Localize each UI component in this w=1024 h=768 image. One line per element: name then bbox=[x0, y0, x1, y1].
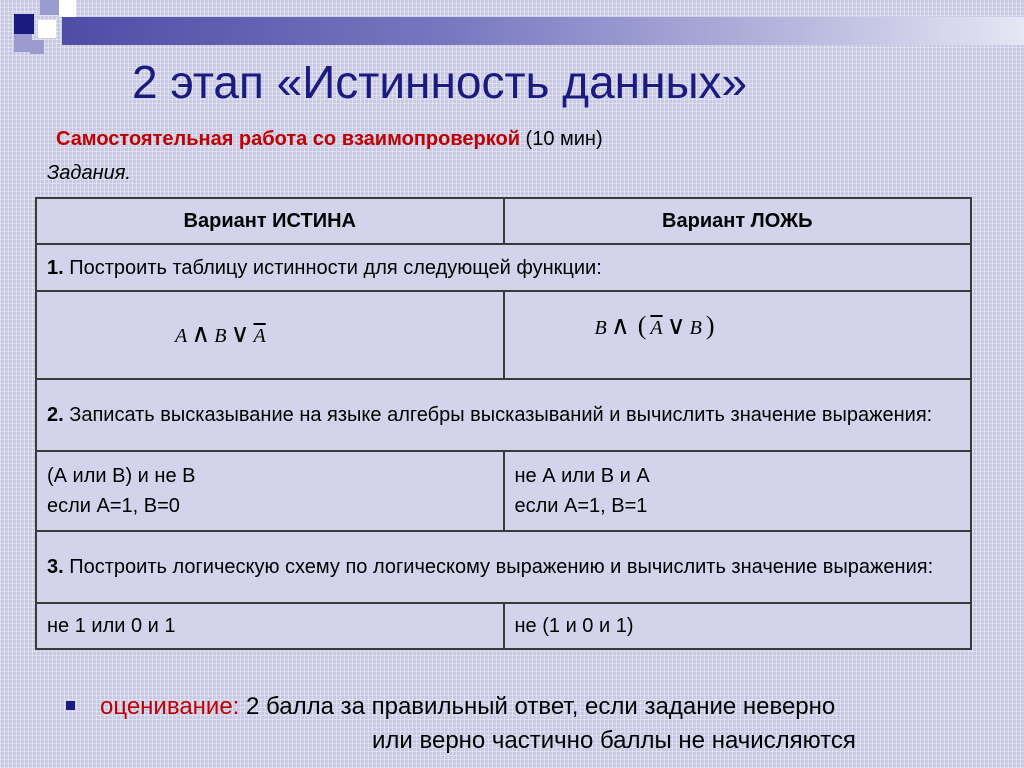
formula-and-op: ∧ bbox=[191, 319, 211, 348]
formula-row bbox=[36, 291, 971, 379]
task-1-row bbox=[36, 244, 971, 291]
formula-var-b: B bbox=[214, 325, 227, 347]
task-3-text bbox=[36, 531, 971, 603]
task-1-number: 1. bbox=[47, 256, 64, 279]
slide-title: 2 этап «Истинность данных» bbox=[132, 56, 748, 108]
task-2-item-false bbox=[504, 451, 972, 531]
task-3-item-false: не (1 и 0 и 1) bbox=[504, 603, 972, 649]
task-1-text bbox=[36, 244, 971, 291]
corner-square-lavender bbox=[40, 0, 59, 15]
subtitle-highlight: Самостоятельная работа со взаимопроверкой bbox=[56, 128, 520, 150]
formula-var-b2: B bbox=[689, 317, 702, 339]
grading-note bbox=[100, 690, 1000, 758]
tasks-table bbox=[35, 197, 972, 650]
formula-right bbox=[515, 311, 719, 343]
tasks-label: Задания. bbox=[47, 162, 131, 184]
corner-square-lavender bbox=[30, 40, 44, 54]
header-stripe bbox=[62, 17, 1024, 45]
task-1-description: Построить таблицу истинности для следующей функции: bbox=[63, 256, 602, 279]
task-3-number: 3. bbox=[47, 556, 64, 578]
task-2-text bbox=[36, 379, 971, 451]
task-3-row bbox=[36, 531, 971, 603]
task-3-items-row bbox=[36, 603, 971, 649]
formula-left bbox=[47, 319, 266, 351]
formula-var-b: B bbox=[594, 317, 607, 339]
bullet-square-icon bbox=[66, 701, 75, 710]
formula-left-cell bbox=[36, 291, 504, 379]
task-2-items-row bbox=[36, 451, 971, 531]
corner-square-navy bbox=[14, 14, 34, 34]
item-expression: (А или В) и не В bbox=[47, 465, 196, 487]
task-2-description: Записать высказывание на языке алгебры высказываний и вычислить значение выражения: bbox=[63, 404, 933, 426]
item-condition: если А=1, В=0 bbox=[47, 495, 180, 517]
grading-line-1: 2 балла за правильный ответ, если задание неверно bbox=[239, 693, 836, 720]
formula-or-op: ∨ bbox=[666, 311, 686, 340]
grading-line-2: или верно частично баллы не начисляются bbox=[372, 727, 856, 754]
formula-and-op: ∧ bbox=[610, 311, 630, 340]
formula-or-op: ∨ bbox=[230, 319, 250, 348]
slide-subtitle bbox=[56, 128, 603, 151]
header-variant-false: Вариант ЛОЖЬ bbox=[504, 198, 972, 244]
task-2-item-true bbox=[36, 451, 504, 531]
formula-var-a: A bbox=[175, 325, 188, 347]
formula-not-a: $\overline{A}$ bbox=[253, 325, 266, 347]
task-3-description: Построить логическую схему по логическому выражению и вычислить значение выражения: bbox=[63, 556, 934, 578]
item-condition: если А=1, В=1 bbox=[514, 495, 648, 517]
task-3-item-true: не 1 или 0 и 1 bbox=[36, 603, 504, 649]
formula-close-paren: ) bbox=[705, 311, 715, 340]
corner-square-white bbox=[38, 20, 56, 38]
subtitle-duration: (10 мин) bbox=[519, 128, 603, 150]
table-header-row bbox=[36, 198, 971, 244]
formula-open-paren: ( bbox=[637, 311, 647, 340]
grading-label: оценивание: bbox=[100, 693, 240, 720]
item-expression: не А или В и А bbox=[514, 465, 650, 487]
formula-not-a: $\overline{A}$ bbox=[650, 317, 663, 339]
corner-square-white bbox=[59, 0, 76, 17]
header-variant-true: Вариант ИСТИНА bbox=[36, 198, 504, 244]
task-2-number: 2. bbox=[47, 404, 64, 426]
formula-right-cell bbox=[504, 291, 972, 379]
task-2-row bbox=[36, 379, 971, 451]
